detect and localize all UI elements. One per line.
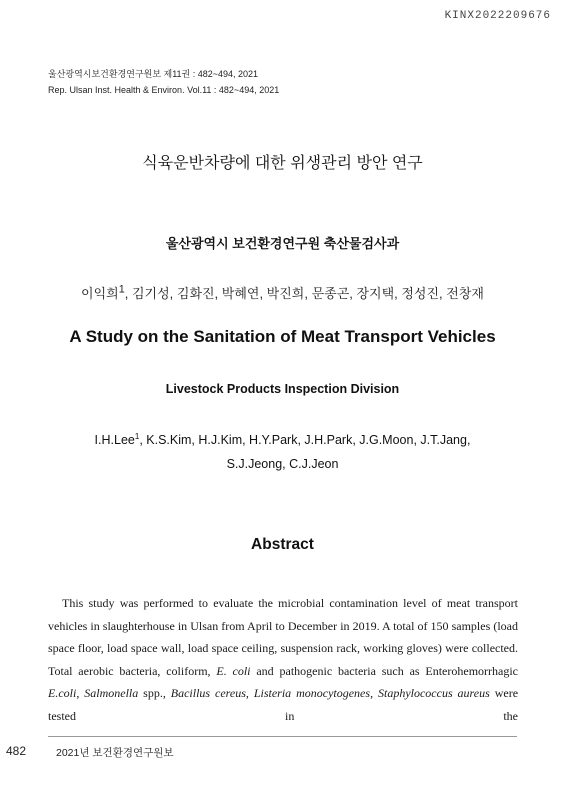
korean-first-author: 이익희: [81, 286, 119, 301]
korean-authors: [0, 283, 565, 302]
author-superscript: 1: [118, 283, 125, 296]
english-affiliation: Livestock Products Inspection Division: [165, 382, 400, 396]
abstract-text: and pathogenic bacteria such as Enterohemorrhagic: [250, 663, 519, 678]
english-first-author: I.H.Lee: [94, 433, 135, 448]
species-name: Staphylococcus aureus: [377, 686, 490, 701]
korean-title: 식육운반차량에 대한 위생관리 방안 연구: [142, 155, 423, 172]
page-number: 482: [6, 744, 27, 758]
journal-line-english: Rep. Ulsan Inst. Health & Environ. Vol.11 : 482~494, 2021: [48, 85, 280, 95]
english-authors: [0, 425, 565, 476]
english-authors-line-2: S.J.Jeong, C.J.Jeon: [226, 457, 339, 472]
species-name: Salmonella: [84, 686, 139, 701]
species-name: E.coli: [48, 686, 77, 701]
korean-affiliation: 울산광역시 보건환경연구원 축산물검사과: [165, 236, 400, 251]
author-superscript: 1: [134, 432, 140, 441]
species-name: Bacillus cereus: [170, 686, 246, 701]
abstract-body: [48, 592, 518, 728]
english-title: A Study on the Sanitation of Meat Transport Vehicles: [69, 327, 496, 346]
footer-divider: [48, 736, 517, 737]
journal-citation: [48, 66, 279, 98]
document-id: KINX2022209676: [444, 10, 551, 22]
species-name: Listeria monocytogenes: [253, 686, 371, 701]
korean-other-authors: , 김기성, 김화진, 박혜연, 박진희, 문종곤, 장지택, 정성진, 전창재: [124, 286, 484, 301]
abstract-paragraph: [48, 592, 518, 728]
abstract-text: were tested in the: [48, 686, 519, 723]
abstract-heading: Abstract: [251, 536, 314, 553]
abstract-text: This study was performed to evaluate the microbial contamination level of meat transport vehicles in slaughterhouse in Ulsan from April to December in 2019. A total of 150 samples (load space floor, load space wall, load space ceiling, suspension rack, working gloves) were collected. Total aerobic bacteria, coliform,: [48, 596, 518, 678]
species-name: E. coli: [216, 663, 251, 678]
english-other-authors: , K.S.Kim, H.J.Kim, H.Y.Park, J.H.Park, J.G.Moon, J.T.Jang,: [139, 433, 471, 448]
abstract-text: ,: [245, 686, 254, 701]
abstract-text: ,: [76, 686, 85, 701]
journal-line-korean: 울산광역시보건환경연구원보 제11권 : 482~494, 2021: [48, 69, 259, 79]
abstract-text: ,: [370, 686, 378, 701]
english-authors-line-1: [0, 425, 565, 452]
footer-journal-title: 2021년 보건환경연구원보: [56, 747, 174, 759]
abstract-text: spp.,: [138, 686, 171, 701]
